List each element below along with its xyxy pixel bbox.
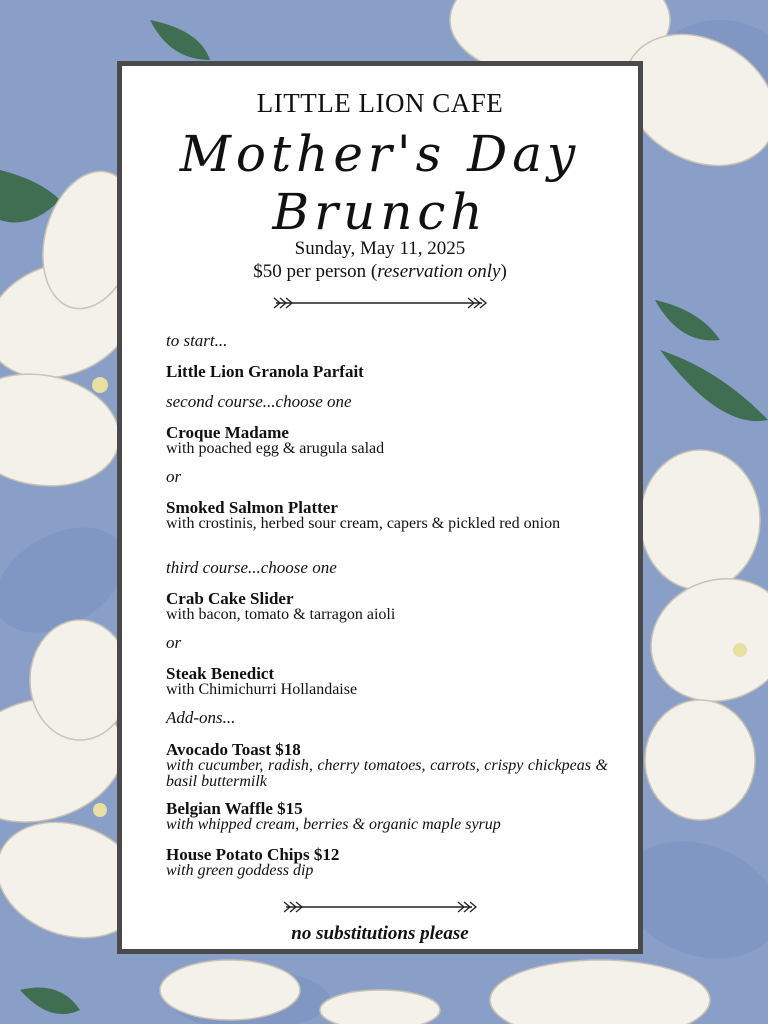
menu-item	[166, 665, 608, 698]
arrow-divider-top	[272, 296, 488, 310]
item-name: House Potato Chips $12	[166, 845, 340, 864]
item-name: Little Lion Granola Parfait	[166, 362, 364, 381]
event-price: $50 per person (reservation only)	[253, 261, 507, 282]
item-description: with Chimichurri Hollandaise	[166, 681, 358, 698]
menu-item	[166, 741, 608, 790]
menu-item	[166, 846, 608, 879]
item-description: with cucumber, radish, cherry tomatoes, carrots, crispy chickpeas & basil buttermilk	[166, 757, 608, 790]
menu-item	[166, 424, 608, 457]
section-third: third course...choose one	[166, 558, 337, 577]
item-name: Croque Madame	[166, 423, 289, 442]
menu-title-line2: Brunch	[272, 183, 488, 241]
menu-item	[166, 590, 608, 623]
item-name: Smoked Salmon Platter	[166, 498, 338, 517]
cafe-name: LITTLE LION CAFE	[256, 88, 504, 118]
item-name: Belgian Waffle $15	[166, 799, 303, 818]
menu-card	[117, 61, 643, 954]
footer-note: no substitutions please	[291, 923, 469, 944]
item-name: Avocado Toast $18	[166, 740, 301, 759]
item-description: with crostinis, herbed sour cream, capers & pickled red onion	[166, 515, 561, 532]
section-second: second course...choose one	[166, 392, 352, 411]
menu-item	[166, 800, 608, 833]
item-description: with green goddess dip	[166, 862, 314, 879]
event-date: Sunday, May 11, 2025	[294, 238, 466, 259]
item-description: with poached egg & arugula salad	[166, 440, 385, 457]
item-description: with whipped cream, berries & organic maple syrup	[166, 816, 501, 833]
or-label: or	[166, 633, 182, 652]
item-name: Crab Cake Slider	[166, 589, 294, 608]
item-name: Steak Benedict	[166, 664, 275, 683]
section-start: to start...	[166, 331, 228, 350]
menu-title-line1: Mother's Day	[179, 125, 581, 183]
menu-item	[166, 499, 608, 532]
reservation-note: reservation only	[377, 261, 501, 282]
arrow-divider-bottom	[282, 900, 478, 914]
section-addons: Add-ons...	[166, 708, 236, 727]
menu-item	[166, 363, 608, 380]
item-description: with bacon, tomato & tarragon aioli	[166, 606, 396, 623]
or-label: or	[166, 467, 182, 486]
